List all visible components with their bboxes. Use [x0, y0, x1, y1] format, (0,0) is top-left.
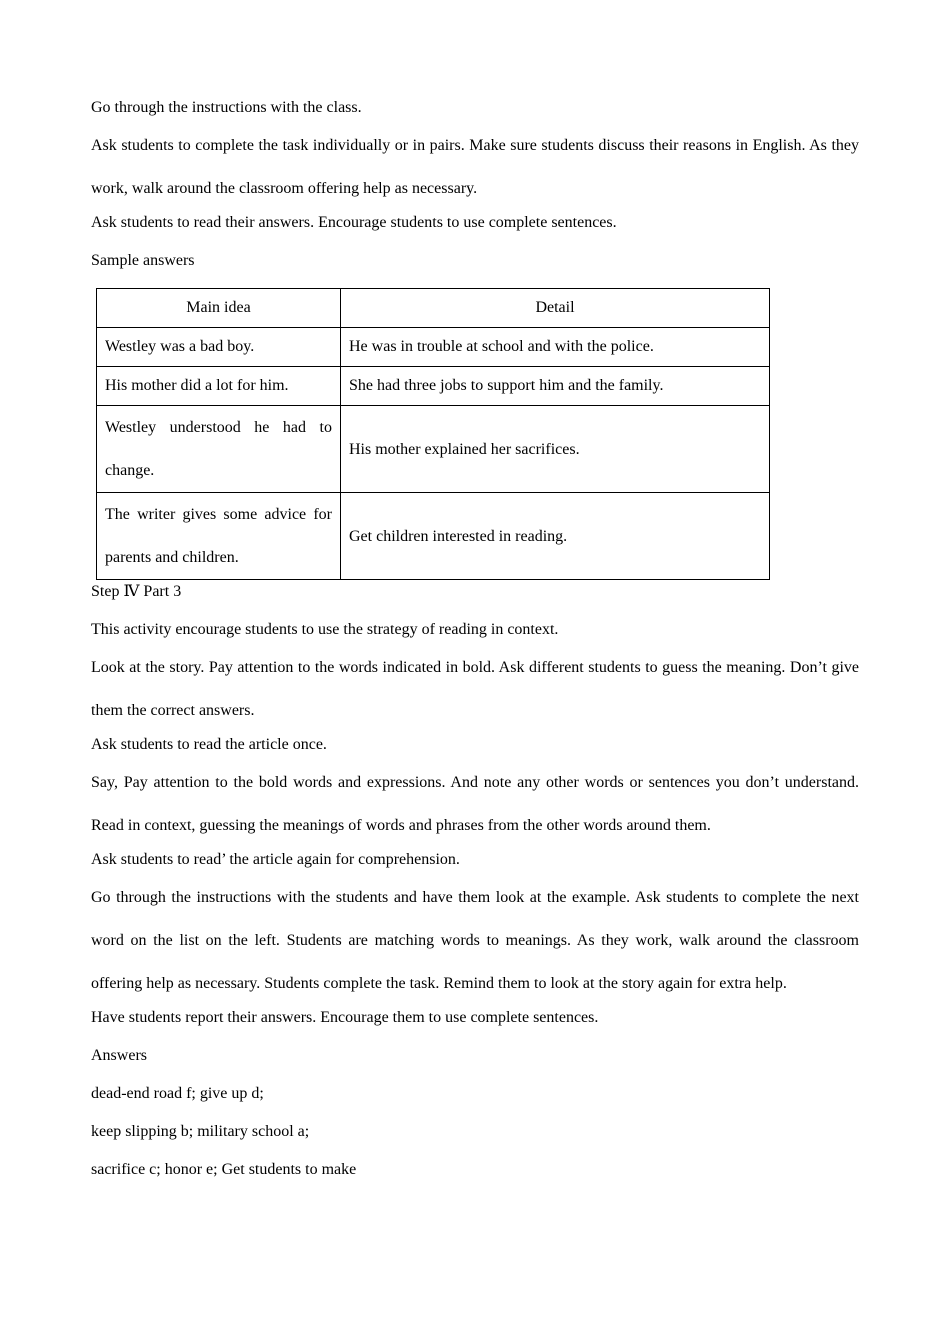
- sample-answers-label: Sample answers: [91, 252, 195, 269]
- paragraph-task: Ask students to complete the task individually or in pairs. Make sure students discuss their reasons in English. As they work, walk around the classroom offering help as necessary.: [91, 137, 859, 197]
- answer-line: keep slipping b; military school a;: [91, 1123, 310, 1140]
- paragraph-look-at-story: Look at the story. Pay attention to the words indicated in bold. Ask different students to guess the meaning. Don’t give them the correct answers.: [91, 659, 859, 719]
- paragraph-strategy: This activity encourage students to use the strategy of reading in context.: [91, 621, 559, 638]
- paragraph-report: Have students report their answers. Encourage them to use complete sentences.: [91, 1009, 599, 1026]
- paragraph-read-again: Ask students to read’ the article again for comprehension.: [91, 851, 460, 868]
- table-header-main-idea: Main idea: [97, 289, 341, 328]
- table-cell-main-idea: The writer gives some advice for parents and children.: [97, 493, 341, 580]
- document-page: [91, 98, 859, 1198]
- answer-line: dead-end road f; give up d;: [91, 1085, 264, 1102]
- table-cell-detail: She had three jobs to support him and the family.: [341, 367, 770, 406]
- table-cell-main-idea: His mother did a lot for him.: [97, 367, 341, 406]
- answer-line: sacrifice c; honor e; Get students to make: [91, 1161, 357, 1178]
- paragraph-go-through: Go through the instructions with the students and have them look at the example. Ask students to complete the next word on the list on the left. Students are matching words to meanings. As they work, walk around the classroom offering help as necessary. Students complete the task. Remind them to look at the story again for extra help.: [91, 889, 859, 992]
- paragraph-say: Say, Pay attention to the bold words and expressions. And note any other words or sentences you don’t understand. Read in context, guessing the meanings of words and phrases from the other words around them.: [91, 774, 859, 834]
- table-row: [97, 328, 770, 367]
- table-header-row: [97, 289, 770, 328]
- table-row: [97, 367, 770, 406]
- table-cell-main-idea: Westley understood he had to change.: [97, 406, 341, 493]
- table-cell-detail: His mother explained her sacrifices.: [341, 406, 770, 493]
- step-heading: Step Ⅳ Part 3: [91, 583, 182, 600]
- paragraph-read-answers: Ask students to read their answers. Encourage students to use complete sentences.: [91, 214, 617, 231]
- answers-label: Answers: [91, 1047, 147, 1064]
- sample-answers-table: [96, 288, 770, 580]
- table-header-detail: Detail: [341, 289, 770, 328]
- table-row: [97, 406, 770, 493]
- paragraph-instructions: Go through the instructions with the class.: [91, 99, 362, 116]
- table-cell-detail: He was in trouble at school and with the police.: [341, 328, 770, 367]
- paragraph-read-once: Ask students to read the article once.: [91, 736, 327, 753]
- table-cell-main-idea: Westley was a bad boy.: [97, 328, 341, 367]
- table-cell-detail: Get children interested in reading.: [341, 493, 770, 580]
- table-row: [97, 493, 770, 580]
